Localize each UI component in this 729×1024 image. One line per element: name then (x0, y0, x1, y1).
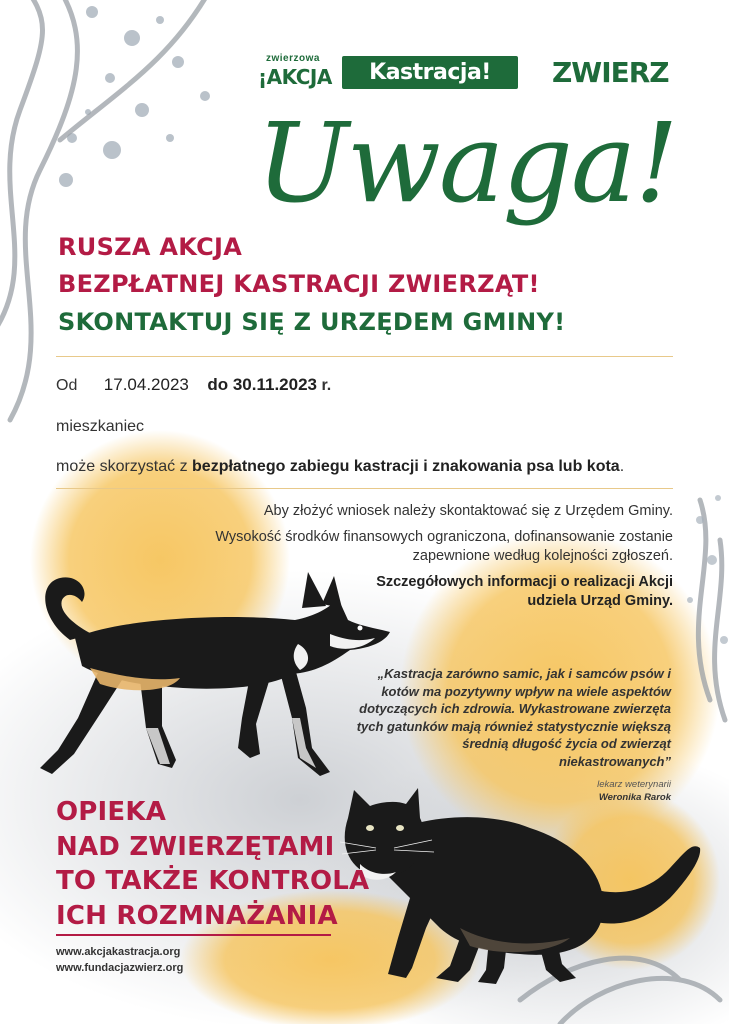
date-suffix: r. (321, 377, 332, 394)
od-label: Od (56, 377, 78, 394)
slogan-underline (56, 934, 331, 936)
quote-author-role: lekarz weterynarii (597, 779, 671, 790)
zwierz-logo: ZWIERZ (552, 56, 669, 89)
info-line-1: Aby złożyć wniosek należy skontaktować się z Urzędem Gminy. (263, 503, 673, 519)
footer-slogan (56, 795, 369, 933)
akcja-kastracja-logo (258, 53, 520, 93)
divider-top (56, 356, 673, 357)
vet-quote: „Kastracja zarówno samic, jak i samców psów i kotów ma pozytywny wpływ na wiele aspektów dotyczących ich zdrowia. Wykastrowane zwierzęta tych gatunków mają również statystycznie większą średnią długość życia od zwierząt niekastrowanych” (356, 666, 671, 769)
start-date: 17.04.2023 (103, 375, 189, 394)
uwaga-title: Uwaga! (256, 99, 677, 227)
mieszkaniec-label: mieszkaniec (56, 418, 145, 435)
slogan-line-3: TO TAKŻE KONTROLA (56, 866, 370, 896)
link-akcjakastracja[interactable]: www.akcjakastracja.org (56, 946, 181, 958)
dog-illustration (30, 568, 395, 783)
headline-line-3: SKONTAKTUJ SIĘ Z URZĘDEM GMINY! (58, 308, 566, 336)
quote-author-name: Weronika Rarok (598, 792, 671, 803)
info-line-3: Szczegółowych informacji o realizacji Akcji udziela Urząd Gminy. (376, 574, 673, 609)
link-fundacjazwierz[interactable]: www.fundacjazwierz.org (56, 962, 184, 974)
logo-akcja-text: ¡AKCJA (258, 65, 332, 89)
offer-bold: bezpłatnego zabiegu kastracji i znakowania psa lub kota (192, 458, 620, 475)
slogan-line-2: NAD ZWIERZĘTAMI (56, 831, 335, 862)
offer-prefix: może skorzystać z (56, 458, 193, 475)
slogan-line-1: OPIEKA (56, 797, 167, 827)
offer-line (56, 458, 624, 476)
slogan-line-4: ICH ROZMNAŻANIA (56, 900, 338, 931)
divider-bottom (56, 488, 673, 489)
dates-row (56, 375, 331, 395)
headline-line-2: BEZPŁATNEJ KASTRACJI ZWIERZĄT! (58, 270, 540, 298)
website-links (56, 944, 183, 976)
cat-illustration (340, 778, 705, 988)
logo-small-text: zwierzowa (266, 53, 320, 64)
headline-line-1: RUSZA AKCJA (58, 233, 243, 261)
info-line-2: Wysokość środków finansowych ograniczona, dofinansowanie zostanie zapewnione według kolejności zgłoszeń. (215, 529, 673, 564)
logo-kastracja-box: Kastracja! (342, 56, 518, 89)
end-date: do 30.11.2023 (207, 375, 317, 394)
offer-suffix: . (619, 458, 625, 475)
